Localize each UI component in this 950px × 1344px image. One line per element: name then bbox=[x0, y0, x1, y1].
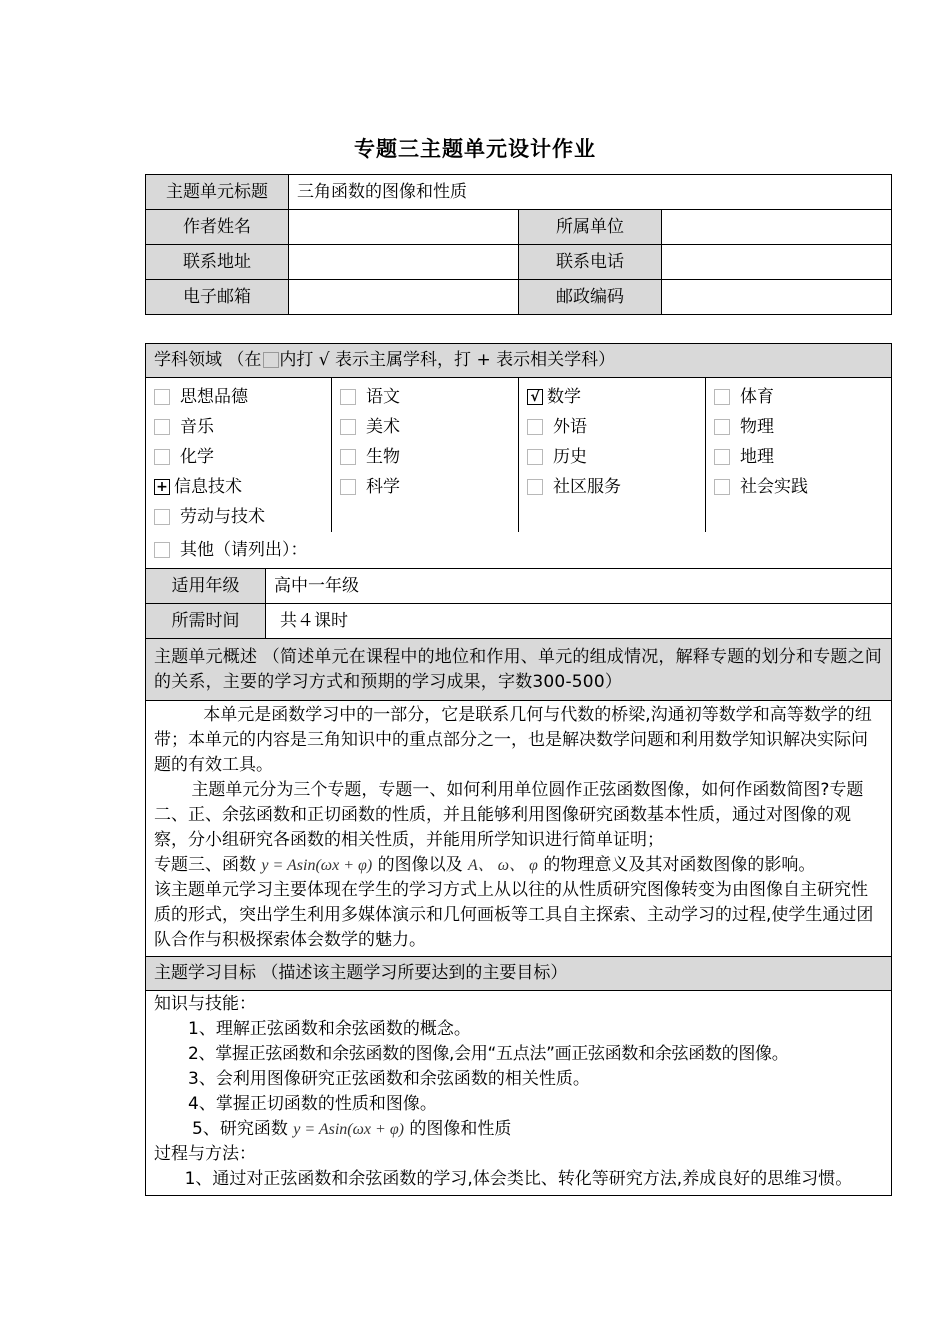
affiliation-label: 所属单位 bbox=[519, 210, 662, 245]
address-label: 联系地址 bbox=[146, 245, 289, 280]
subject-item[interactable]: 思想品德 bbox=[154, 382, 331, 412]
subject-column-4 bbox=[706, 378, 892, 533]
checkbox-icon[interactable] bbox=[714, 419, 730, 435]
subject-item[interactable]: √ 数学 bbox=[527, 382, 705, 412]
subject-column-3 bbox=[519, 378, 706, 533]
email-label: 电子邮箱 bbox=[146, 280, 289, 315]
process-item: 1、通过对正弦函数和余弦函数的学习,体会类比、转化等研究方法,养成良好的思维习惯。 bbox=[184, 1169, 853, 1189]
goal-item: 3、会利用图像研究正弦函数和余弦函数的相关性质。 bbox=[188, 1069, 590, 1089]
checkbox-icon[interactable] bbox=[340, 449, 356, 465]
formula: y = Asin(ωx + φ) bbox=[293, 1121, 404, 1138]
checkbox-icon[interactable] bbox=[714, 449, 730, 465]
subject-column-2 bbox=[332, 378, 519, 533]
subject-other-row[interactable]: 其他（请列出）： bbox=[146, 532, 892, 569]
subject-item[interactable]: + 信息技术 bbox=[154, 472, 331, 502]
grade-label: 适用年级 bbox=[146, 569, 266, 604]
checkbox-icon[interactable] bbox=[154, 449, 170, 465]
formula: y = Asin(ωx + φ) bbox=[261, 857, 373, 874]
checkbox-icon[interactable] bbox=[527, 479, 543, 495]
check-checkbox-icon[interactable]: √ bbox=[527, 389, 543, 405]
checkbox-icon[interactable] bbox=[154, 542, 170, 558]
overview-paragraph: 主题单元分为三个专题，专题一、如何利用单位圆作正弦函数图像，如何作函数简图?专题二、正、余弦函数和正切函数的性质，并且能够利用图像研究函数基本性质，通过对图像的观察，分小组研究各函数的相关性质，并能用所学知识进行简单证明； bbox=[154, 780, 864, 850]
time-label: 所需时间 bbox=[146, 604, 266, 639]
subject-item[interactable]: 历史 bbox=[527, 442, 705, 472]
design-table bbox=[145, 343, 892, 1196]
subject-area-header: 学科领域 （在 内打 √ 表示主属学科，打 + 表示相关学科） bbox=[146, 344, 892, 378]
address-field[interactable] bbox=[289, 245, 519, 280]
subject-item[interactable]: 社会实践 bbox=[714, 472, 891, 502]
phone-label: 联系电话 bbox=[519, 245, 662, 280]
overview-paragraph: 本单元是函数学习中的一部分，它是联系几何与代数的桥梁,沟通初等数学和高等数学的纽带；本单元的内容是三角知识中的重点部分之一，也是解决数学问题和利用数学知识解决实际问题的有效工具。 bbox=[154, 705, 872, 775]
overview-paragraph: 专题三、函数 y = Asin(ωx + φ) 的图像以及 A、 ω、 φ 的物理意义及其对函数图像的影响。 bbox=[154, 855, 816, 875]
subject-column-1 bbox=[146, 378, 332, 533]
checkbox-sample-icon bbox=[263, 352, 279, 368]
postcode-label: 邮政编码 bbox=[519, 280, 662, 315]
subject-item[interactable]: 社区服务 bbox=[527, 472, 705, 502]
checkbox-icon[interactable] bbox=[154, 389, 170, 405]
subject-item[interactable]: 劳动与技术 bbox=[154, 502, 331, 532]
checkbox-icon[interactable] bbox=[340, 389, 356, 405]
subject-item[interactable]: 音乐 bbox=[154, 412, 331, 442]
email-field[interactable] bbox=[289, 280, 519, 315]
goals-content[interactable] bbox=[146, 991, 892, 1196]
unit-title-label: 主题单元标题 bbox=[146, 175, 289, 210]
author-field[interactable] bbox=[289, 210, 519, 245]
goal-item: 2、掌握正弦函数和余弦函数的图像,会用“五点法”画正弦函数和余弦函数的图像。 bbox=[188, 1044, 789, 1064]
plus-checkbox-icon[interactable]: + bbox=[154, 479, 170, 495]
unit-title-field[interactable]: 三角函数的图像和性质 bbox=[289, 175, 892, 210]
checkbox-icon[interactable] bbox=[154, 509, 170, 525]
phone-field[interactable] bbox=[662, 245, 892, 280]
checkbox-icon[interactable] bbox=[340, 419, 356, 435]
goals-header: 主题学习目标 （描述该主题学习所要达到的主要目标） bbox=[146, 957, 892, 991]
subject-item[interactable]: 化学 bbox=[154, 442, 331, 472]
subject-item[interactable]: 生物 bbox=[340, 442, 518, 472]
subject-item[interactable]: 语文 bbox=[340, 382, 518, 412]
checkbox-icon[interactable] bbox=[527, 449, 543, 465]
affiliation-field[interactable] bbox=[662, 210, 892, 245]
checkbox-icon[interactable] bbox=[154, 419, 170, 435]
goal-item: 5、研究函数 y = Asin(ωx + φ) 的图像和性质 bbox=[192, 1119, 512, 1139]
knowledge-label: 知识与技能： bbox=[154, 994, 256, 1014]
subject-item[interactable]: 地理 bbox=[714, 442, 891, 472]
subject-item[interactable]: 外语 bbox=[527, 412, 705, 442]
overview-content[interactable] bbox=[146, 701, 892, 957]
basic-info-table bbox=[145, 174, 892, 315]
goal-item: 1、理解正弦函数和余弦函数的概念。 bbox=[188, 1019, 471, 1039]
overview-header: 主题单元概述 （简述单元在课程中的地位和作用、单元的组成情况，解释专题的划分和专题之间的关系，主要的学习方式和预期的学习成果，字数300-500） bbox=[146, 639, 892, 701]
checkbox-icon[interactable] bbox=[527, 419, 543, 435]
subject-item[interactable]: 科学 bbox=[340, 472, 518, 502]
process-label: 过程与方法： bbox=[154, 1144, 256, 1164]
goal-item: 4、掌握正切函数的性质和图像。 bbox=[188, 1094, 437, 1114]
author-label: 作者姓名 bbox=[146, 210, 289, 245]
subject-item[interactable]: 美术 bbox=[340, 412, 518, 442]
grade-value[interactable]: 高中一年级 bbox=[266, 569, 892, 604]
postcode-field[interactable] bbox=[662, 280, 892, 315]
overview-paragraph: 该主题单元学习主要体现在学生的学习方式上从以往的从性质研究图像转变为由图像自主研究性质的形式，突出学生利用多媒体演示和几何画板等工具自主探索、主动学习的过程,使学生通过团队合作与积极探索体会数学的魅力。 bbox=[154, 880, 874, 950]
checkbox-icon[interactable] bbox=[714, 389, 730, 405]
time-value[interactable]: 共４课时 bbox=[266, 604, 892, 639]
subject-item[interactable]: 物理 bbox=[714, 412, 891, 442]
checkbox-icon[interactable] bbox=[714, 479, 730, 495]
formula-params: A、 ω、 φ bbox=[467, 857, 538, 874]
document-title: 专题三主题单元设计作业 bbox=[354, 137, 596, 161]
checkbox-icon[interactable] bbox=[340, 479, 356, 495]
subject-item[interactable]: 体育 bbox=[714, 382, 891, 412]
